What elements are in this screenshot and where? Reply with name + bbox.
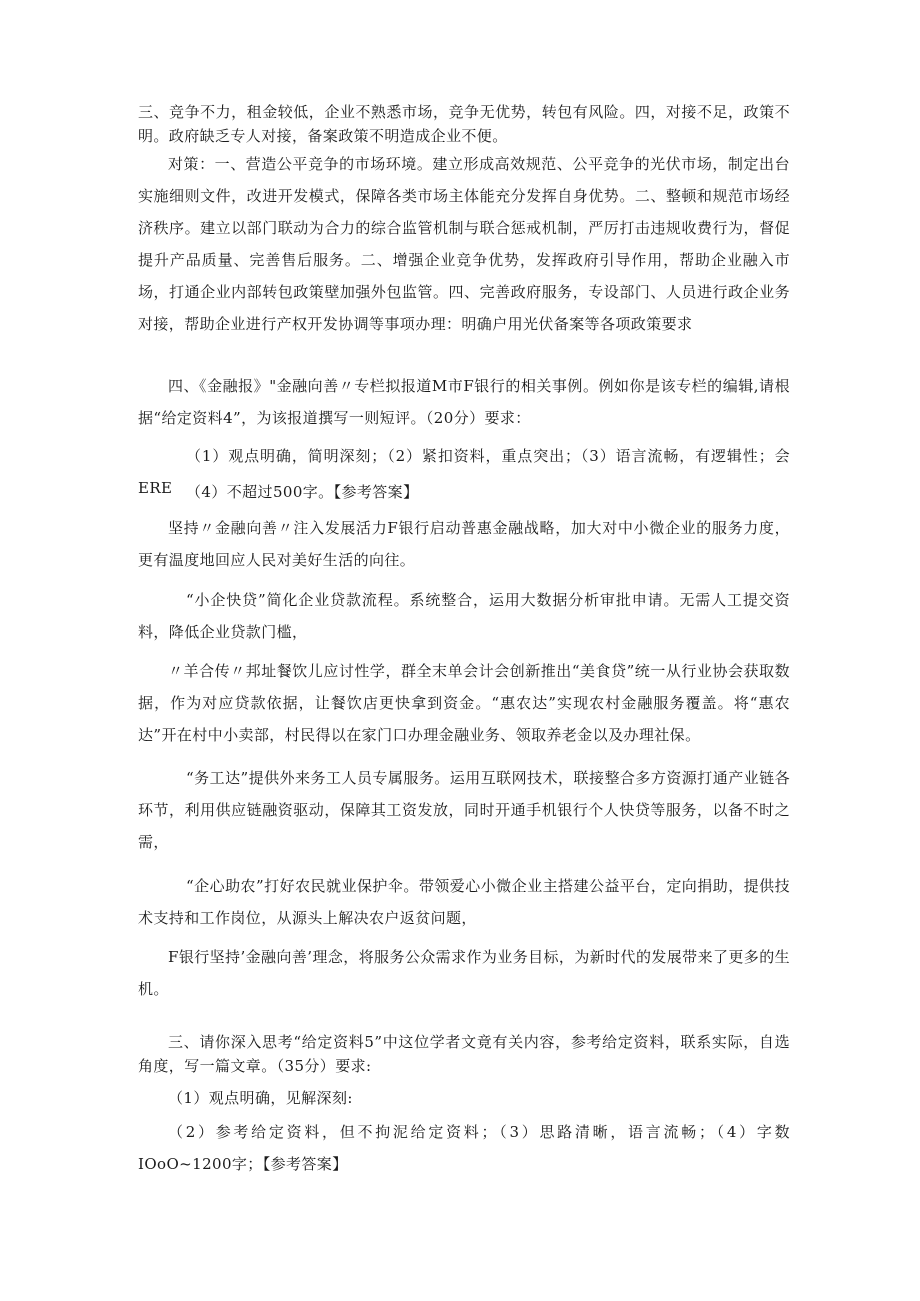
paragraph-food-loan: 〃羊合传〃邦址餐饮儿应讨性学，群全末单会计会创新推出“美食贷”统一从行业协会获取数据，作为对应贷款依据，让餐饮店更快拿到资金。“惠农达”实现农村金融服务覆盖。将“惠农达”开在村中小卖部，村民得以在家门口办理金融业务、领取养老金以及办理社保。 [138, 662, 790, 744]
paragraph-problem-3-4: 三、竞争不力，租金较低，企业不熟悉市场，竞争无优势，转包有风险。四，对接不足，政策不明。政府缺乏专人对接，备案政策不明造成企业不便。 [138, 103, 790, 145]
paragraph-essay-requirement-1: （1）观点明确，见解深刻: [168, 1089, 353, 1107]
paragraph-conclusion: F银行坚持’金融向善’理念，将服务公众需求作为业务目标，为新时代的发展带来了更多的生机。 [138, 948, 790, 998]
paragraph-requirement-1-3: （1）观点明确，简明深刻；（2）紧扣资料，重点突出；（3）语言流畅，有逻辑性；会ERE [138, 447, 790, 497]
paragraph-help-farmers: “企心助农”打好农民就业保护伞。带领爱心小微企业主搭建公益平台，定向捐助，提供技术支持和工作岗位，从源头上解决农户返贫问题， [138, 877, 790, 927]
paragraph-question-3: 三、请你深入思考“给定资料5”中这位学者文竟有关内容，参考给定资料，联系实际，自选角度，写一篇文章。（35分）要求: [138, 1033, 790, 1075]
paragraph-answer-intro: 坚持〃金融向善〃注入发展活力F银行启动普惠金融战略，加大对中小微企业的服务力度，更有温度地回应人民对美好生活的向往。 [138, 519, 790, 569]
paragraph-essay-requirement-2-4: （2）参考给定资料，但不拘泥给定资料；（3）思路清晰，语言流畅；（4）字数IOoO~1200字；【参考答案】 [138, 1123, 790, 1173]
paragraph-question-4: 四、《金融报》"金融向善〃专栏拟报道M市F银行的相关事例。例如你是该专栏的编辑,请根据“给定资料4”，为该报道撰写一则短评。（20分）要求： [138, 377, 790, 427]
paragraph-migrant-workers: “务工达”提供外来务工人员专属服务。运用互联网技术，联接整合多方资源打通产业链各环节，利用供应链融资驱动，保障其工资发放，同时开通手机银行个人快贷等服务，以备不时之需， [138, 769, 790, 851]
paragraph-countermeasures: 对策：一、营造公平竞争的市场环境。建立形成高效规范、公平竞争的光伏市场，制定出台实施细则文件，改进开发模式，保障各类市场主体能充分发挥自身优势。二、整顿和规范市场经济秩序。建立以部门联动为合力的综合监管机制与联合惩戒机制，严厉打击违规收费行为，督促提升产品质量、完善售后服务。二、增强企业竞争优势，发挥政府引导作用，帮助企业融入市场，打通企业内部转包政策壁加强外包监管。四、完善政府服务，专设部门、人员进行政企业务对接，帮助企业进行产权开发协调等事项办理：明确户用光伏备案等各项政策要求 [138, 155, 790, 333]
paragraph-requirement-4: （4）不超过500字。【参考答案】 [186, 483, 419, 501]
paragraph-small-business-loan: “小企快贷”简化企业贷款流程。系统整合，运用大数据分析审批申请。无需人工提交资料，降低企业贷款门槛， [138, 591, 790, 641]
